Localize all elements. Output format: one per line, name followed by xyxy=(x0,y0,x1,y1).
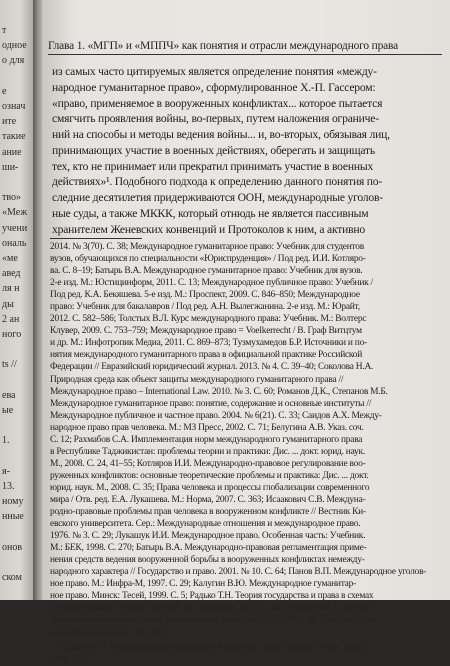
footnote-line: ва. С. 8–19; Батырь В.А. Международное гуманитарное право: Учебник для вузов. xyxy=(50,266,363,277)
left-page-fragment: 2 ан xyxy=(2,313,20,325)
body-line: тех, кто не принимает или прекратил принимать участие в военных xyxy=(52,159,374,173)
footnote-line: М.: БЕК, 1998. С. 270; Батырь В.А. Международно-правовая регламентация приме- xyxy=(50,543,367,554)
footnote-line: Федерации // Евразийский юридический журнал. 2013. № 4. С. 39–40; Соколова Н.А. xyxy=(50,362,374,373)
footnote-line: 2012. С. 582–586; Толстых В.Л. Курс международного права: Учебник. М.: Волтерс xyxy=(50,314,367,325)
left-page-fragment: авед xyxy=(2,268,21,280)
header-rule xyxy=(48,54,442,55)
left-page-fragment: учени xyxy=(2,222,28,234)
footnote-line: С. 12; Рахмабов С.А. Имплементация норм международного гуманитарного права xyxy=(50,434,363,445)
footnote-line: ное право. Минск: Тесей, 1999. С. 5; Радько Т.Н. Теория государства и права в схемах xyxy=(50,591,374,602)
left-page-fragment: ональ xyxy=(2,237,27,249)
left-page-fragment: ском xyxy=(2,572,22,584)
footnote-marker: 1 xyxy=(58,640,61,648)
left-page-fragment: ши- xyxy=(2,161,19,173)
footnote-line: юрид. наук. М., 2008. С. 35; Права человека и процессы глобализации современного xyxy=(50,482,370,493)
footnote-1-cont: 1991. S. 7. xyxy=(50,654,88,665)
body-line: ные суды, а также МККК, который отнюдь не является пассивным xyxy=(52,206,369,220)
footnote-line: нения средств ведения вооруженной борьбы в вооруженных конфликтах немежду- xyxy=(50,555,365,566)
footnotes xyxy=(50,241,446,666)
left-page-fragment: ля н xyxy=(2,283,20,295)
left-page-fragment: ание xyxy=(2,146,22,158)
left-page-fragment: ts // xyxy=(2,359,17,371)
left-page-fragment: о для xyxy=(2,55,25,67)
footnote-line: Под ред. К.А. Бекяшева. 5-е изд. М.: Проспект, 2009. С. 846–850; Международное xyxy=(50,290,360,301)
left-page-fragment: 13. xyxy=(2,481,15,492)
footnote-line: Международное гуманитарное право: понятие, содержание и основные институты // xyxy=(50,398,372,409)
body-line: следние десятилетия придерживаются ООН, международные уголов- xyxy=(52,191,383,204)
body-line: «право, применяемое в вооруженных конфликтах... которое пытается xyxy=(52,96,383,110)
book-page xyxy=(42,0,450,665)
footnote-line: се военнослужащих». М., 2011. xyxy=(50,627,170,638)
footnote-1-text: Gasser H.-P. Einführung in das humanitäre Völkerrecht. Bern; Stuttgart; Wien: Haupt, xyxy=(63,642,367,653)
body-line: ний на способы и методы ведения войны... и, во-вторых, обязывая лиц, xyxy=(52,128,390,141)
body-line: хранителем Женевских конвенций и Протоколов к ним, а активно xyxy=(52,222,365,236)
footnote-line: и др. М.: Инфотропик Медиа, 2011. С. 869–873; Тузмухамедов Б.Р. Источники и по- xyxy=(50,338,367,349)
left-page-fragment: ите xyxy=(2,116,17,128)
footnote-rule xyxy=(50,238,142,239)
footnote-line: родно-правовые проблемы прав человека в вооруженном конфликте // Вестник Ки- xyxy=(50,507,366,518)
footnote-line: мира / Отв. ред. Е.А. Лукашева. М.: Норма, 2007. С. 363; Исаакович С.В. Междуна- xyxy=(50,494,366,505)
footnote-line: 1976. № 3. С. 29; Лукашук И.И. Международное право. Особенная часть: Учебник. xyxy=(50,531,366,542)
footnote-line: 2014. № 3(70). С. 38; Международное гуманитарное право: Учебник для студентов xyxy=(50,242,364,252)
left-page-fragment: онов xyxy=(2,541,23,553)
footnote-line: руженных конфликтов: основные теоретические проблемы и практика: Дис. ... докт. xyxy=(50,470,369,481)
footnote-line: в Республике Таджикистан: проблемы теории и практики: Дис. ... докт. юрид. наук. xyxy=(50,446,365,457)
body-text xyxy=(52,64,444,237)
body-line: из самых часто цитируемых является определение понятия «между- xyxy=(52,65,377,78)
left-page-fragment: такие xyxy=(2,131,26,143)
footnote-line: Клувер, 2009. С. 753–759; Международное право = Voelkerrecht / В. Граф Витцтум xyxy=(50,326,362,337)
footnote-line: нятия международного гуманитарного права в официальной практике Российской xyxy=(50,350,363,361)
body-line: народное гуманитарное право», сформулированное Х.-П. Гассером: xyxy=(52,80,376,94)
left-page-fragment: означ xyxy=(2,101,26,112)
body-line: действиях»¹. Подобного подхода к определению данного понятия по- xyxy=(52,175,383,189)
left-page-fragment: т xyxy=(2,25,7,36)
footnote-line: М., 2008. С. 24, 41–55; Котляров И.И. Международно-правовое регулирование воо- xyxy=(50,458,366,469)
body-line: смягчить проявления войны, во-первых, путем наложения ограниче- xyxy=(52,112,379,126)
footnote-line: и определениях: Учебное пособие. М.: Проспект, 2015. С. 103; Бородин И.А. Научно- xyxy=(50,603,375,614)
footnote-line: Международное публичное и частное право. 2004. № 6(21). С. 33; Саидов А.Х. Между- xyxy=(50,410,382,421)
left-page-fragment: ного xyxy=(2,329,22,340)
left-page-fragment: я- xyxy=(2,465,10,477)
footnote-1 xyxy=(50,639,446,654)
left-page-fragment: е xyxy=(2,85,7,97)
body-line: принимающих участие в военных действиях, оберегать и защищать xyxy=(52,143,375,157)
footnote-line: ное право. М.: Инфра-М, 1997. С. 29; Калугин В.Ю. Международное гуманитар- xyxy=(50,579,356,590)
footnote-line: право: Учебник для бакалавров / Под ред. А.Н. Вылегжанина. 2-е изд. М.: Юрайт, xyxy=(50,302,360,313)
footnote-line: Природная среда как объект защиты международного гуманитарного права // xyxy=(50,374,344,385)
footnote-line: вузов, обучающихся по специальности «Юриспруденция» / Под ред. И.И. Котляро- xyxy=(50,254,366,265)
left-page-fragment: ному xyxy=(2,496,24,508)
footnote-line: Международное право – International Law. 2010. № 3. С. 60; Романов Д.К., Степанов М.Б. xyxy=(50,386,388,397)
left-page-fragment: «ме xyxy=(2,253,18,264)
left-page-fragment: ды xyxy=(2,298,14,310)
left-page-fragment: «Меж xyxy=(2,207,28,219)
left-page-fragment: нные xyxy=(2,511,24,523)
footnote-line: народного характера // Государство и право. 2001. № 10. С. 64; Панов В.П. Международное уголов- xyxy=(50,567,427,578)
left-page-fragment: ева xyxy=(2,389,16,401)
footnote-line: 2-е изд. М.: Юстицинформ, 2011. С. 13; Международное публичное право: Учебник / xyxy=(50,278,373,289)
footnote-line: практический комментарий к Федеральному закону от 27.05.1998 г. № 76-ФЗ «О стату- xyxy=(50,615,381,626)
left-page-fragment: одное xyxy=(2,40,27,52)
left-page-fragment: тво» xyxy=(2,192,22,204)
left-page-fragment: 1. xyxy=(2,435,10,447)
left-page-edge xyxy=(0,0,34,600)
running-header: Глава 1. «МГП» и «МППЧ» как понятия и отрасли международного права xyxy=(48,40,399,52)
footnote-line: евского университета. Сер.: Международные отношения и международное право. xyxy=(50,519,361,530)
footnote-line: народное право прав человека. М.: МЗ Пресс, 2002. С. 71; Белугина А.В. Указ. соч. xyxy=(50,422,364,433)
left-page-fragment: ые xyxy=(2,405,14,416)
